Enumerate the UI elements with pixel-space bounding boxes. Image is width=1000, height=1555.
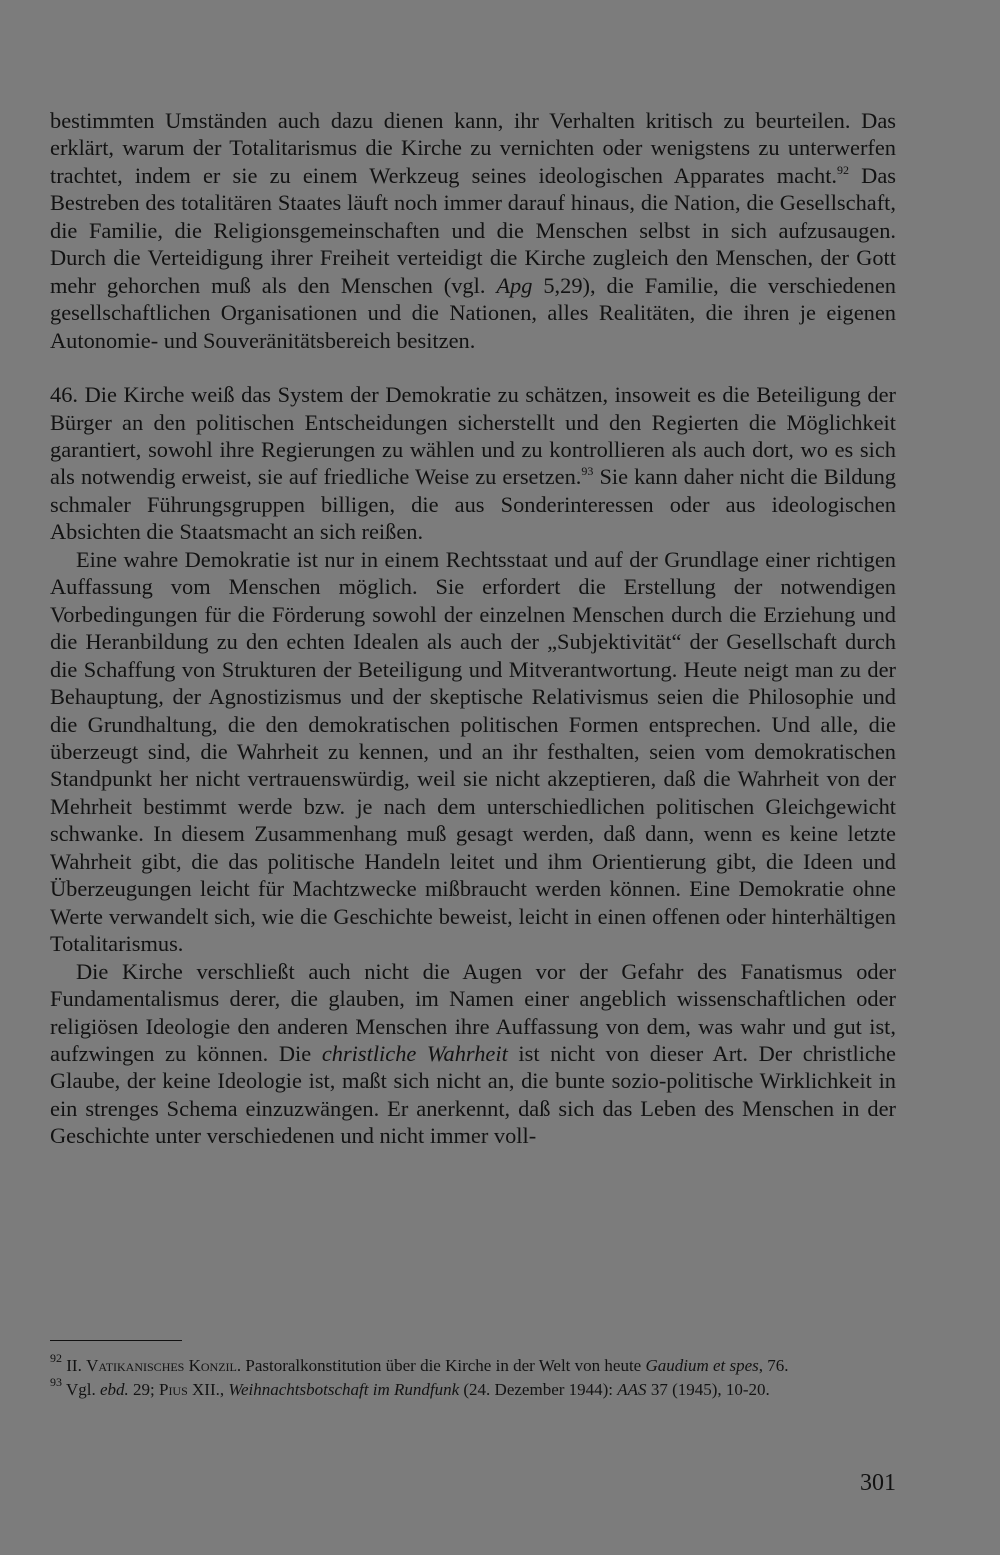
text-run: Sie kann daher nicht die Bildung schmaler Führungsgruppen billigen, die aus Sonderinteressen oder aus ideologischen Absichten die Staatsmacht an sich reißen. [50,464,896,545]
text-run: Das Bestreben des totalitären Staates läuft noch immer darauf hinaus, die Nation, die Gesellschaft, die Familie, die Religionsgemeinschaften und die Menschen selbst in sich aufzusaugen. Durch die Verteidigung ihrer Freiheit verteidigt die Kirche zugleich den Menschen, der Gott mehr gehorchen muß als den Menschen (vgl. [50,162,897,298]
text-run: 5,29), die Familie, die verschiedenen gesellschaftlichen Organisationen und die Nationen, alles Realitäten, die ihren je eigenen Autonomie- und Souveränitätsbereich besitzen. [50,272,896,353]
text-run: bestimmten Umständen auch dazu dienen kann, ihr Verhalten kritisch zu beurteilen. Das erklärt, warum der Totalitarismus die Kirche zu vernichten oder wenigstens zu unterwerfen trachtet, indem er sie zu einem Werkzeug seines ideologischen Apparates macht. [50,108,896,188]
text-run: ist nicht von dieser Art. Der christliche Glaube, der keine Ideologie ist, maßt sich nicht an, die bunte sozio-politische Wirklichkeit in ein strenges Schema einzuzwängen. Er anerkennt, daß sich das Leben des Menschen in der Geschichte unter verschiedenen und nicht immer voll- [50,1040,896,1149]
page-number: 301 [860,1470,896,1496]
footnote-93 [50,1375,896,1402]
paragraph-2 [50,381,896,546]
text-run: XII., [187,1380,229,1399]
footnote-ref: 92 [50,1351,62,1365]
text-run: Eine wahre Demokratie ist nur in einem Rechtsstaat und auf der Grundlage einer richtigen Auffassung vom Menschen möglich. Sie erfordert die Erstellung der notwendigen Vorbedingungen für die Förderung sowohl der einzelnen Menschen durch die Erziehung und die Heranbildung zu den echten Idealen als auch der „Subjektivität“ der Gesellschaft durch die Schaffung von Strukturen der Beteiligung und Mitverantwortung. Heute neigt man zu der Behauptung, der Agnostizismus und der skeptische Relativismus seien die Philosophie und die Grundhaltung, die den demokratischen politischen Formen entsprechen. Und alle, die überzeugt sind, die Wahrheit zu kennen, und an ihr festhalten, seien vom demokratischen Standpunkt her nicht vertrauenswürdig, weil sie nicht akzeptieren, daß die Wahrheit von der Mehrheit bestimmt werde bzw. je nach dem unterschiedlichen politischen Gleichgewicht schwanke. In diesem Zusammenhang muß gesagt werden, daß dann, wenn es keine letzte Wahrheit gibt, die das politische Handeln leitet und ihm Orientierung gibt, die Ideen und Überzeugungen leicht für Machtzwecke mißbraucht werden können. Eine Demokratie ohne Werte verwandelt sich, wie die Geschichte beweist, leicht in einen offenen oder hinterhältigen Totalitarismus. [50,546,896,957]
text-run: 29; [128,1380,159,1399]
small-caps-text: Vatikanisches Konzil [86,1356,237,1375]
italic-text: AAS [617,1380,647,1399]
text-run: . Pastoralkonstitution über die Kirche in der Welt von heute [236,1356,646,1375]
footnote-92 [50,1351,896,1378]
footnote-ref: 92 [837,162,850,177]
footnote-ref: 93 [581,464,594,479]
text-run: (24. Dezember 1944): [459,1380,618,1399]
text-run: Die Kirche verschließt auch nicht die Augen vor der Gefahr des Fanatismus oder Fundamentalismus derer, die glauben, im Namen einer angeblich wissenschaftlichen oder religiösen Ideologie den anderen Menschen ihre Auffassung von dem, was wahr und gut ist, aufzwingen zu können. Die [50,958,896,1066]
text-run: , 76. [758,1356,789,1375]
italic-text: Gaudium et spes [645,1356,759,1375]
text-run: 46. Die Kirche weiß das System der Demokratie zu schätzen, insoweit es die Beteiligung der Bürger an den politischen Entscheidungen sicherstellt und den Regierten die Möglichkeit garantiert, sowohl ihre Regierungen zu wählen und zu kontrollieren als auch dort, wo es sich als notwendig erweist, sie auf friedliche Weise zu ersetzen. [50,382,896,490]
small-caps-text: Pius [158,1380,188,1399]
footnote-ref: 93 [50,1375,62,1389]
body-text [50,107,896,1150]
text-run: II. [62,1356,87,1375]
footnote-separator [50,1340,182,1341]
text-run: Vgl. [62,1380,100,1399]
paragraph-3 [50,546,896,958]
italic-text: Apg [496,272,533,298]
italic-text: Weihnachtsbotschaft im Rundfunk [228,1380,460,1399]
paragraph-4 [50,958,896,1150]
italic-text: ebd. [99,1380,129,1399]
footnotes [50,1351,896,1402]
italic-text: christliche Wahrheit [321,1040,508,1066]
text-run: 37 (1945), 10-20. [646,1380,770,1399]
paragraph-1 [50,107,896,354]
